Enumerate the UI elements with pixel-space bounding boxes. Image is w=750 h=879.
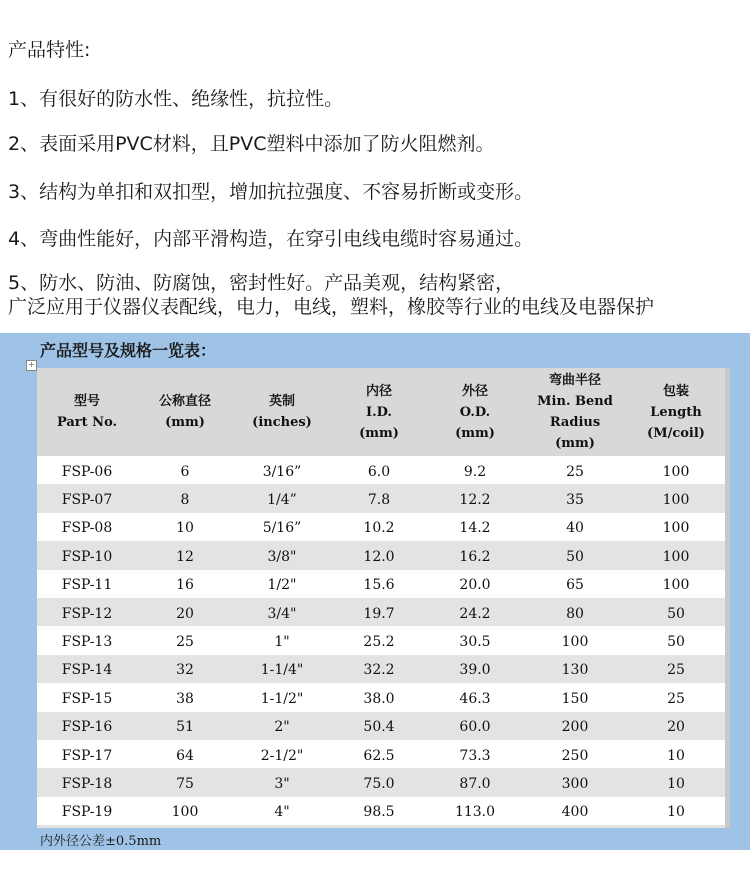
table-row	[37, 741, 725, 769]
spec-table-title: 产品型号及规格一览表：	[40, 341, 217, 360]
table-row	[37, 628, 725, 656]
table-cell: 12	[137, 543, 233, 571]
feature-item-2: 2、表面采用PVC材料，且PVC塑料中添加了防火阻燃剂。	[8, 133, 495, 155]
table-cell: FSP-13	[37, 628, 137, 656]
table-cell: 15.6	[331, 571, 427, 599]
table-cell: 9.2	[427, 458, 523, 486]
header-cell	[137, 368, 233, 458]
header-line: (mm)	[455, 425, 495, 441]
table-cell: 19.7	[331, 599, 427, 627]
table-cell: 25.2	[331, 628, 427, 656]
header-line: Length	[650, 404, 702, 420]
table-cell: 6.0	[331, 458, 427, 486]
header-line: 英制	[268, 394, 295, 409]
table-cell: 50.4	[331, 713, 427, 741]
table-cell: 75	[137, 770, 233, 798]
header-cell	[427, 368, 523, 458]
table-cell: 1-1/4"	[233, 656, 331, 684]
table-cell: 38	[137, 685, 233, 713]
spec-table-header-row	[37, 368, 725, 458]
table-cell: 65	[523, 571, 627, 599]
table-cell: FSP-19	[37, 798, 137, 826]
table-cell: 50	[627, 599, 725, 627]
table-cell: 3/16”	[233, 458, 331, 486]
header-cell	[523, 368, 627, 458]
table-cell: 150	[523, 685, 627, 713]
table-cell: 35	[523, 486, 627, 514]
header-line: (mm)	[165, 415, 205, 430]
table-edge-bar	[725, 368, 730, 828]
table-cell: FSP-12	[37, 599, 137, 627]
table-cell: 200	[523, 713, 627, 741]
table-cell: 2-1/2"	[233, 741, 331, 769]
header-cell	[233, 368, 331, 458]
table-cell: 10	[137, 514, 233, 542]
table-cell: FSP-16	[37, 713, 137, 741]
header-line: 包装	[662, 383, 689, 399]
feature-item-5: 5、防水、防油、防腐蚀，密封性好。产品美观，结构紧密，	[8, 272, 515, 294]
table-cell: 50	[627, 628, 725, 656]
table-cell: 1-1/2"	[233, 685, 331, 713]
table-cell: 16	[137, 571, 233, 599]
table-cell: 20.0	[427, 571, 523, 599]
header-line: 弯曲半径	[548, 373, 601, 388]
table-cell: 12.0	[331, 543, 427, 571]
table-cell: 400	[523, 798, 627, 826]
header-line: 外径	[461, 383, 488, 399]
table-row	[37, 656, 725, 684]
table-cell: 51	[137, 713, 233, 741]
features-heading: 产品特性:	[8, 39, 91, 61]
table-cell: 25	[523, 458, 627, 486]
table-cell: 16.2	[427, 543, 523, 571]
table-cell: 5/16”	[233, 514, 331, 542]
table-cell: 39.0	[427, 656, 523, 684]
table-cell: 7.8	[331, 486, 427, 514]
header-cell	[37, 368, 137, 458]
table-cell: 300	[523, 770, 627, 798]
table-row	[37, 543, 725, 571]
feature-item-3: 3、结构为单扣和双扣型，增加抗拉强度、不容易折断或变形。	[8, 181, 534, 203]
table-cell: 25	[627, 656, 725, 684]
table-cell: 100	[627, 458, 725, 486]
header-cell	[627, 368, 725, 458]
table-cell: 73.3	[427, 741, 523, 769]
table-cell: 38.0	[331, 685, 427, 713]
table-cell: FSP-15	[37, 685, 137, 713]
table-cell: 25	[627, 685, 725, 713]
table-cell: 20	[137, 599, 233, 627]
table-cell: 3/8"	[233, 543, 331, 571]
spec-table-body	[37, 458, 725, 827]
table-cell: 50	[523, 543, 627, 571]
header-line: (inches)	[252, 415, 312, 430]
header-line: (mm)	[555, 436, 595, 451]
feature-item-5-cont: 广泛应用于仪器仪表配线，电力，电线，塑料，橡胶等行业的电线及电器保护	[8, 296, 655, 318]
table-cell: 32	[137, 656, 233, 684]
table-cell: 250	[523, 741, 627, 769]
header-line: (mm)	[359, 425, 399, 441]
spec-table-wrapper	[37, 368, 725, 828]
table-cell: 64	[137, 741, 233, 769]
table-cell: 40	[523, 514, 627, 542]
table-cell: 100	[627, 514, 725, 542]
table-cell: 100	[523, 628, 627, 656]
table-cell: 6	[137, 458, 233, 486]
table-row	[37, 713, 725, 741]
table-cell: 100	[627, 543, 725, 571]
table-cell: 1/2"	[233, 571, 331, 599]
table-cell: FSP-18	[37, 770, 137, 798]
table-cell: 10	[627, 741, 725, 769]
table-cell: FSP-14	[37, 656, 137, 684]
table-cell: 14.2	[427, 514, 523, 542]
feature-item-4: 4、弯曲性能好，内部平滑构造，在穿引电线电缆时容易通过。	[8, 228, 534, 250]
table-cell: FSP-07	[37, 486, 137, 514]
table-cell: 8	[137, 486, 233, 514]
table-row	[37, 685, 725, 713]
header-line: Part No.	[56, 415, 118, 430]
header-cell	[331, 368, 427, 458]
table-cell: 32.2	[331, 656, 427, 684]
table-cell: 20	[627, 713, 725, 741]
table-cell: 87.0	[427, 770, 523, 798]
table-cell: 100	[627, 571, 725, 599]
table-cell: 100	[137, 798, 233, 826]
table-cell: FSP-17	[37, 741, 137, 769]
table-cell: 10.2	[331, 514, 427, 542]
table-row	[37, 514, 725, 542]
table-cell: 4"	[233, 798, 331, 826]
header-line: O.D.	[459, 404, 491, 420]
table-cell: 1"	[233, 628, 331, 656]
table-cell: 25	[137, 628, 233, 656]
header-line: 内径	[365, 383, 392, 399]
table-cell: FSP-08	[37, 514, 137, 542]
header-line: I.D.	[366, 404, 392, 420]
table-cell: 3"	[233, 770, 331, 798]
table-cell: 80	[523, 599, 627, 627]
table-cell: 98.5	[331, 798, 427, 826]
table-cell: 1/4”	[233, 486, 331, 514]
table-cell: 46.3	[427, 685, 523, 713]
table-cell: 130	[523, 656, 627, 684]
table-cell: FSP-10	[37, 543, 137, 571]
spec-table	[37, 368, 725, 828]
table-cell: 24.2	[427, 599, 523, 627]
table-row	[37, 486, 725, 514]
header-line: Radius	[549, 415, 601, 430]
table-row	[37, 770, 725, 798]
header-line: 型号	[73, 394, 100, 409]
header-line: (M/coil)	[647, 425, 705, 441]
table-cell: 12.2	[427, 486, 523, 514]
header-line: 公称直径	[158, 394, 211, 409]
table-row	[37, 599, 725, 627]
table-cell: 2"	[233, 713, 331, 741]
feature-item-1: 1、有很好的防水性、绝缘性，抗拉性。	[8, 88, 344, 110]
table-cell: 75.0	[331, 770, 427, 798]
table-cell: 3/4"	[233, 599, 331, 627]
table-cell: 62.5	[331, 741, 427, 769]
table-row	[37, 571, 725, 599]
table-row	[37, 458, 725, 486]
table-cell: 100	[627, 486, 725, 514]
header-line: Min. Bend	[537, 394, 613, 409]
table-cell: 113.0	[427, 798, 523, 826]
table-cell: 60.0	[427, 713, 523, 741]
table-cell: 30.5	[427, 628, 523, 656]
table-move-handle-icon[interactable]: +	[26, 360, 37, 371]
table-cell: 10	[627, 798, 725, 826]
tolerance-note: 内外径公差±0.5mm	[40, 834, 162, 849]
table-cell: FSP-11	[37, 571, 137, 599]
table-row	[37, 798, 725, 826]
table-cell: 10	[627, 770, 725, 798]
table-cell: FSP-06	[37, 458, 137, 486]
